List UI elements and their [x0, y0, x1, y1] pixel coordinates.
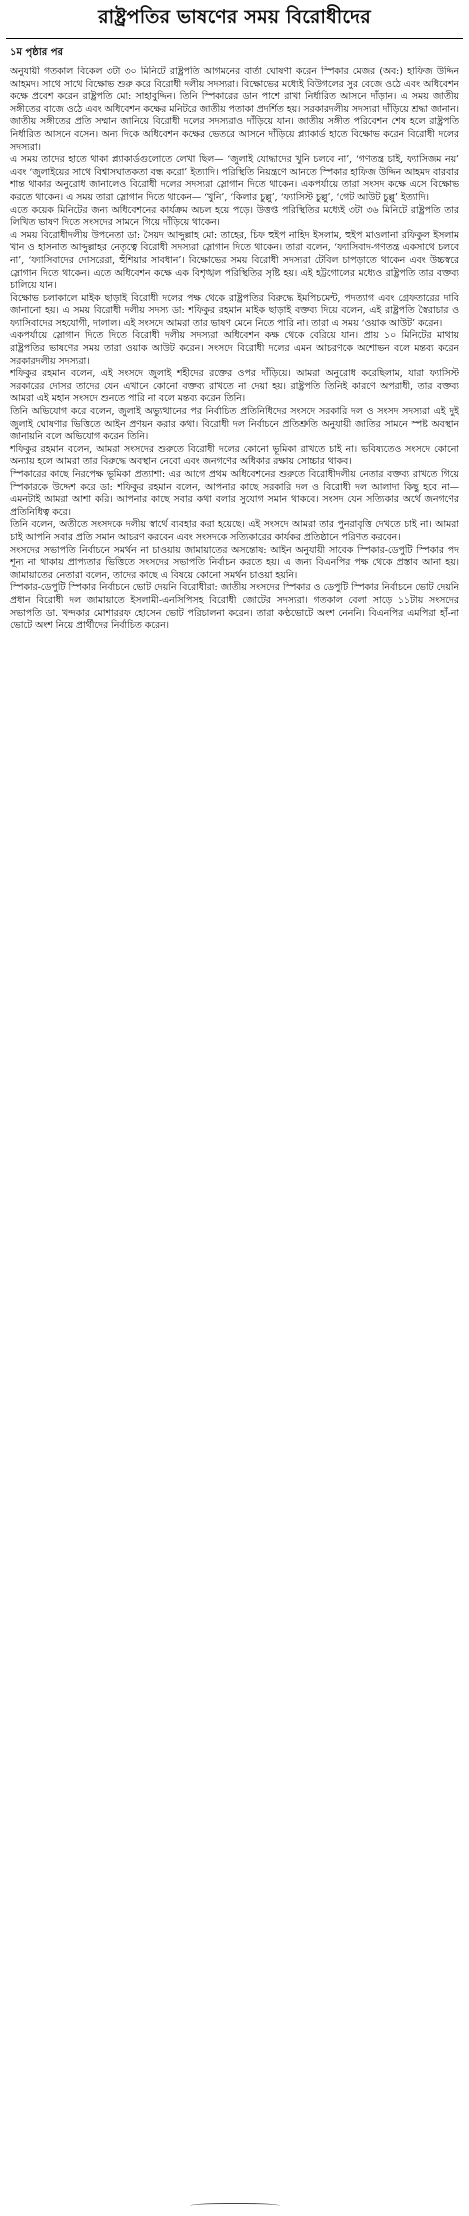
paragraph: তিনি বলেন, অতীতে সংসদকে দলীয় স্বার্থে ব্যবহার করা হয়েছে। এই সংসদে আমরা তার পুনরাবৃত্তি দেখতে চাই না। আমরা চাই আপনি সবার প্রতি সমান আচরণ করবেন এবং সংসদকে সত্যিকারের কার্যকর প্রতিষ্ঠানে পরিণত করবেন।: [10, 519, 459, 543]
paragraph: তিনি অভিযোগ করে বলেন, জুলাই অভ্যুত্থানের পর নির্বাচিত প্রতিনিধিদের সংসদে সরকারি দল ও সংসদ সদস্যরা এই দুই জুলাই ঘোষণার ভিত্তিতে আইন প্রণয়ন করার কথা। বিরোধী দল নির্বাচনে প্রতিশ্রুতি অনুযায়ী জাতির সামনে স্পষ্ট অবস্থান জানায়নি বলে অভিযোগ করেন তিনি।: [10, 406, 459, 443]
paragraph: শফিকুর রহমান বলেন, আমরা সংসদের শুরুতে বিরোধী দলের কোনো ভূমিকা রাখতে চাই না। ভবিষ্যতেও সংসদে কোনো অন্যায় হলে আমরা তার বিরুদ্ধে অবস্থান নেবো এবং জনগণের অধিকার রক্ষায় সোচ্চার থাকব।: [10, 443, 459, 468]
paragraph: শফিকুর রহমান বলেন, এই সংসদে জুলাই শহীদের রক্তের ওপর দাঁড়িয়ে। আমরা অনুরোধ করেছিলাম, যারা ফ্যাসিস্ট সরকারের দোসর তাদের যেন এখানে কোনো বক্তব্য রাখতে না দেয়া হয়। রাষ্ট্রপতি তিনিই কারণে অপরাধী, তার বক্তব্য আমরা এই মহান সংসদে শুনতে পারি না বলে মন্তব্য করেন তিনি।: [10, 368, 459, 405]
paragraph: একপর্যায়ে স্লোগান দিতে দিতে বিরোধী দলীয় সদস্যরা অধিবেশন কক্ষ থেকে বেরিয়ে যান। প্রায় ১০ মিনিটের মাথায় রাষ্ট্রপতির ভাষণের সময় তারা ওয়াক আউট করেন। সংসদে বিরোধী দলের এমন আচরণকে অশোভন বলে মন্তব্য করেন সরকারদলীয় সদস্যরা।: [10, 330, 459, 367]
paragraph: অনুযায়ী গতকাল বিকেল ৩টা ৩০ মিনিটে রাষ্ট্রপতি আগমনের বার্তা ঘোষণা করেন স্পিকার মেজর (অব:) হাফিজ উদ্দিন আহমদ। সাথে সাথে বিক্ষোভ শুরু করে বিরোধী দলীয় সদস্যরা। বিক্ষোভের মধ্যেই বিউগলের সুর বেজে ওঠে এবং অধিবেশন কক্ষে প্রবেশ করেন রাষ্ট্রপতি মো: সাহাবুদ্দিন। তিনি স্পিকারের ডান পাশে রাখা নির্ধারিত আসনে দাঁড়ান। এ সময় জাতীয় সঙ্গীতের বাজে ওঠে এবং অধিবেশন কক্ষের মনিটরে জাতীয় পতাকা প্রদর্শিত হয়। সরকারদলীয় সদস্যরা দাঁড়িয়ে শ্রদ্ধা জানান। জাতীয় সঙ্গীতের প্রতি সম্মান জানিয়ে বিরোধী দলের সদস্যরাও দাঁড়িয়ে যান। জাতীয় সঙ্গীত পরিবেশন শেষ হলে রাষ্ট্রপতি নির্ধারিত আসনে বসেন। অন্য দিকে অধিবেশন কক্ষের ভেতরে আসনে দাঁড়িয়ে প্ল্যাকার্ড হাতে বিক্ষোভ করেন বিরোধী দলের সদস্যরা।: [10, 66, 459, 153]
paragraph: সংসদের সভাপতি নির্বাচনে সমর্থন না চাওয়ায় জামায়াতের অসন্তোষ: আইন অনুযায়ী সাবেক স্পিকার-ডেপুটি স্পিকার পদ শূন্য না থাকায় প্রাপ্যতার ভিত্তিতে সংসদের সভাপতি নির্বাচন করতে হয়। এ জন্য বিএনপির পক্ষ থেকে প্রস্তাব আনা হয়। জামায়াতের নেতারা বলেন, তাদের কাছে এ বিষয়ে কোনো সমর্থন চাওয়া হয়নি।: [10, 544, 459, 581]
paragraph: এতে কয়েক মিনিটের জন্য অধিবেশনের কার্যক্রম অচল হয়ে পড়ে। উত্তপ্ত পরিস্থিতির মধ্যেই ৩টা ৩৬ মিনিটে রাষ্ট্রপতি তার লিখিত ভাষণ দিতে সংসদের সামনে গিয়ে দাঁড়িয়ে থাকেন।: [10, 204, 459, 229]
paragraph: স্পিকার-ডেপুটি স্পিকার নির্বাচনে ভোট দেয়নি বিরোধীরা: জাতীয় সংসদের স্পিকার ও ডেপুটি স্পিকার নির্বাচনে ভোট দেয়নি প্রধান বিরোধী দল জামায়াতে ইসলামী-এনসিপিসহ বিরোধী জোটের সদস্যরা। গতকাল বেলা সাড়ে ১১টায় সংসদের সভাপতি ডা. খন্দকার মোশাররফ হোসেন ভোট পরিচালনা করেন। তারা কণ্ঠভোটে অংশ নেননি। বিএনপির এমপিরা হাঁ-না ভোটে অংশ নিয়ে প্রার্থীদের নির্বাচিত করেন।: [10, 582, 459, 632]
paragraph: এ সময় বিরোধীদলীয় উপনেতা ডা: সৈয়দ আব্দুল্লাহ মো: তাহের, চিফ হুইপ নাহিদ ইসলাম, হুইপ মাওলানা রফিকুল ইসলাম খান ও হাসনাত আব্দুল্লাহর নেতৃত্বে বিরোধী সদস্যরা স্লোগান দিতে থাকেন। তারা বলেন, ‘ফ্যাসিবাদ-গণতন্ত্র একসাথে চলবে না’, ‘ফ্যাসিবাদের দোসরেরা, হুঁশিয়ার সাবধান’। বিক্ষোভের সময় বিরোধী সদস্যরা টেবিল চাপড়াতে থাকেন এবং উচ্চস্বরে স্লোগান দিতে থাকেন। এতে অধিবেশন কক্ষে এক বিশৃঙ্খল পরিস্থিতির সৃষ্টি হয়। এই হট্টগোলের মধ্যেও রাষ্ট্রপতি তার বক্তব্য চালিয়ে যান।: [10, 229, 459, 292]
headline: রাষ্ট্রপতির ভাষণের সময় বিরোধীদের: [6, 0, 463, 39]
paragraph: বিক্ষোভ চলাকালে মাইক ছাড়াই বিরোধী দলের পক্ষ থেকে রাষ্ট্রপতির বিরুদ্ধে ইমপিচমেন্ট, পদত্যাগ এবং গ্রেফতারের দাবি জানানো হয়। এ সময় বিরোধী দলীয় সদস্য ডা: শফিকুর রহমান মাইক ছাড়াই বক্তব্য দিয়ে বলেন, এই রাষ্ট্রপতি স্বৈরাচার ও ফ্যাসিবাদের সহযোগী, দালাল। এই সংসদে আমরা তার ভাষণ মেনে নিতে পারি না। তারা এ সময় ‘ওয়াক আউট’ করেন।: [10, 292, 459, 329]
footer-decoration: [190, 2203, 280, 2210]
paragraph: স্পিকারের কাছে নিরপেক্ষ ভূমিকা প্রত্যাশা: এর আগে প্রথম অধিবেশনের শুরুতে বিরোধীদলীয় নেতার বক্তব্য রাখতে গিয়ে স্পিকারকে উদ্দেশ করে ডা: শফিকুর রহমান বলেন, আপনার কাছে সরকারি দল ও বিরোধী দল আলাদা কিছু হবে না— এমনটাই আমরা আশা করি। আপনার কাছে সবার কথা বলার সুযোগ সমান থাকবে। সংসদ যেন সত্যিকার অর্থে জনগণের প্রতিনিধিত্ব করে।: [10, 469, 459, 518]
paragraph: এ সময় তাদের হাতে থাকা প্ল্যাকার্ডগুলোতে লেখা ছিল— ‘জুলাই যোদ্ধাদের খুনি চলবে না’, ‘গণতন্ত্র চাই, ফ্যাসিজম নয়’ এবং ‘জুলাইয়ের সাথে বিশ্বাসঘাতকতা বন্ধ করো’ ইত্যাদি। পরিস্থিতি নিয়ন্ত্রণে আনতে স্পিকার হাফিজ উদ্দিন আহমদ বারবার শান্ত থাকার অনুরোধ জানালেও বিরোধী দলের সদস্যরা স্লোগান দিতে থাকেন। একপর্যায়ে তারা সংসদ কক্ষে এসে বিক্ষোভ করতে থাকেন। এ সময় তারা স্লোগান দিতে থাকেন— ‘খুনি’, ‘কিলার চুল্লু’, ‘ফ্যাসিস্ট চুল্লু’, ‘গেট আউট চুল্লু’ ইত্যাদি।: [10, 154, 459, 203]
article-body: [10, 66, 459, 2206]
continuation-label: ১ম পৃষ্ঠার পর: [10, 47, 63, 58]
